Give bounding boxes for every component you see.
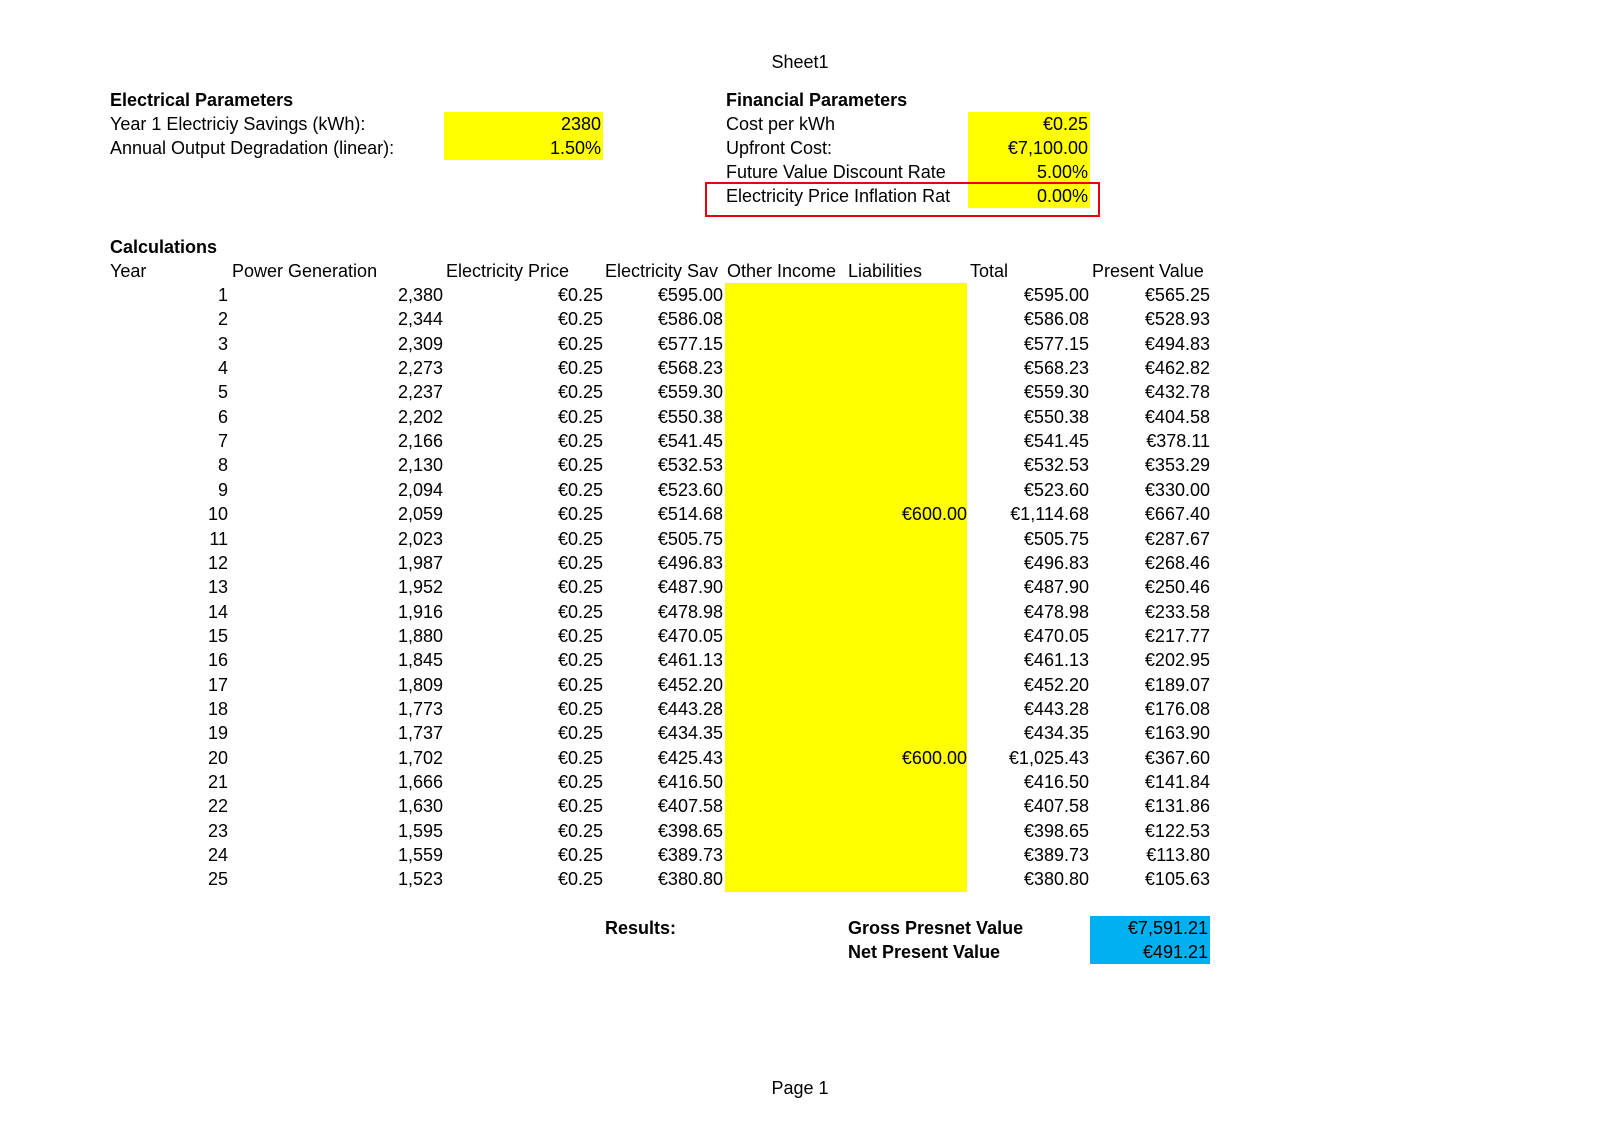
liabilities-cell[interactable]: €600.00 xyxy=(901,747,967,768)
present-value-cell: €353.29 xyxy=(1144,455,1210,476)
year-cell: 19 xyxy=(207,723,228,744)
present-value-cell: €494.83 xyxy=(1144,333,1210,354)
total-cell: €523.60 xyxy=(1023,479,1089,500)
year-cell: 1 xyxy=(217,285,228,305)
year-cell: 16 xyxy=(207,650,228,671)
inflation-label: Electricity Price Inflation Rat xyxy=(726,186,951,206)
year-cell: 21 xyxy=(207,772,228,792)
year-cell: 7 xyxy=(217,431,228,452)
present-value-cell: €667.40 xyxy=(1144,504,1210,525)
electricity-savings-cell: €425.43 xyxy=(657,747,723,768)
present-value-cell: €189.07 xyxy=(1144,674,1210,695)
present-value-cell: €287.67 xyxy=(1144,528,1210,549)
electricity-savings-cell: €389.73 xyxy=(657,845,723,866)
year-cell: 24 xyxy=(207,845,228,866)
year-cell: 10 xyxy=(207,504,228,525)
total-cell: €568.23 xyxy=(1023,358,1089,379)
electricity-savings-cell: €595.00 xyxy=(657,285,723,305)
present-value-cell: €113.80 xyxy=(1146,845,1210,866)
discount-label: Future Value Discount Rate xyxy=(726,162,946,182)
total-cell: €389.73 xyxy=(1023,845,1089,866)
power-generation-cell: 1,809 xyxy=(397,674,443,695)
table-header-col-year: Year xyxy=(110,261,147,281)
total-cell: €443.28 xyxy=(1023,698,1089,719)
calculations-heading: Calculations xyxy=(110,237,218,257)
total-cell: €461.13 xyxy=(1023,650,1089,671)
year-cell: 4 xyxy=(217,358,228,379)
power-generation-cell: 2,380 xyxy=(397,285,443,305)
year-cell: 2 xyxy=(217,309,228,330)
present-value-cell: €367.60 xyxy=(1144,747,1210,768)
total-cell: €452.20 xyxy=(1023,674,1089,695)
electricity-savings-cell: €407.58 xyxy=(657,796,723,817)
degradation-label: Annual Output Degradation (linear): xyxy=(110,138,395,158)
electricity-price-cell: €0.25 xyxy=(557,479,603,500)
present-value-cell: €105.63 xyxy=(1144,869,1210,890)
year-cell: 5 xyxy=(217,382,228,403)
electricity-price-cell: €0.25 xyxy=(557,625,603,646)
electricity-price-cell: €0.25 xyxy=(557,358,603,379)
power-generation-cell: 1,702 xyxy=(397,747,443,768)
year-cell: 20 xyxy=(207,747,228,768)
total-cell: €595.00 xyxy=(1023,285,1089,305)
present-value-cell: €330.00 xyxy=(1144,479,1210,500)
total-cell: €478.98 xyxy=(1023,601,1089,622)
electricity-price-cell: €0.25 xyxy=(557,820,603,841)
sheet-title: Sheet1 xyxy=(771,52,829,72)
total-cell: €487.90 xyxy=(1023,577,1089,598)
total-cell: €559.30 xyxy=(1023,382,1089,403)
present-value-cell: €233.58 xyxy=(1144,601,1210,622)
gross-present-value[interactable]: €7,591.21 xyxy=(1090,916,1210,940)
electricity-savings-cell: €505.75 xyxy=(657,528,723,549)
power-generation-cell: 2,023 xyxy=(397,528,443,549)
power-generation-cell: 2,237 xyxy=(397,382,443,403)
power-generation-cell: 1,523 xyxy=(397,869,443,890)
present-value-cell: €462.82 xyxy=(1144,358,1210,379)
power-generation-cell: 1,845 xyxy=(397,650,443,671)
electricity-savings-cell: €461.13 xyxy=(657,650,723,671)
electricity-price-cell: €0.25 xyxy=(557,406,603,427)
year-cell: 3 xyxy=(217,333,228,354)
electricity-price-cell: €0.25 xyxy=(557,723,603,744)
year-cell: 17 xyxy=(207,674,228,695)
present-value-cell: €141.84 xyxy=(1144,772,1210,792)
electricity-savings-cell: €496.83 xyxy=(657,552,723,573)
year-cell: 22 xyxy=(207,796,228,817)
gross-present-value-label: Gross Presnet Value xyxy=(848,918,1024,938)
table-header-col-electricity-savings: Electricity Sav xyxy=(605,261,719,281)
total-cell: €586.08 xyxy=(1023,309,1089,330)
electricity-savings-cell: €398.65 xyxy=(657,820,723,841)
financial-heading: Financial Parameters xyxy=(726,90,908,110)
upfront-input[interactable]: €7,100.00 xyxy=(968,136,1090,160)
electricity-savings-cell: €559.30 xyxy=(657,382,723,403)
electricity-price-cell: €0.25 xyxy=(557,333,603,354)
electricity-savings-cell: €523.60 xyxy=(657,479,723,500)
present-value-cell: €217.77 xyxy=(1144,625,1210,646)
total-cell: €496.83 xyxy=(1023,552,1089,573)
electricity-price-cell: €0.25 xyxy=(557,601,603,622)
cost-label: Cost per kWh xyxy=(726,114,836,134)
electricity-savings-cell: €452.20 xyxy=(657,674,723,695)
present-value-cell: €378.11 xyxy=(1146,431,1210,452)
net-present-value[interactable]: €491.21 xyxy=(1090,940,1210,964)
discount-input[interactable]: 5.00% xyxy=(968,160,1090,184)
year-cell: 23 xyxy=(207,820,228,841)
power-generation-cell: 1,916 xyxy=(397,601,443,622)
power-generation-cell: 2,094 xyxy=(397,479,443,500)
electricity-price-cell: €0.25 xyxy=(557,552,603,573)
year-cell: 8 xyxy=(217,455,228,476)
electricity-price-cell: €0.25 xyxy=(557,747,603,768)
total-cell: €416.50 xyxy=(1023,772,1089,792)
present-value-cell: €404.58 xyxy=(1144,406,1210,427)
power-generation-cell: 1,737 xyxy=(397,723,443,744)
electricity-savings-cell: €541.45 xyxy=(657,431,723,452)
upfront-label: Upfront Cost: xyxy=(726,138,833,158)
electricity-price-cell: €0.25 xyxy=(557,650,603,671)
electricity-price-cell: €0.25 xyxy=(557,796,603,817)
present-value-cell: €268.46 xyxy=(1144,552,1210,573)
electricity-savings-cell: €416.50 xyxy=(657,772,723,792)
year-cell: 11 xyxy=(209,528,228,549)
present-value-cell: €432.78 xyxy=(1144,382,1210,403)
electricity-savings-cell: €550.38 xyxy=(657,406,723,427)
degradation-input[interactable]: 1.50% xyxy=(444,136,603,160)
present-value-cell: €202.95 xyxy=(1144,650,1210,671)
cost-input[interactable]: €0.25 xyxy=(968,112,1090,136)
electricity-savings-cell: €443.28 xyxy=(657,698,723,719)
power-generation-cell: 2,273 xyxy=(397,358,443,379)
net-present-value-label: Net Present Value xyxy=(848,942,1001,962)
present-value-cell: €250.46 xyxy=(1144,577,1210,598)
power-generation-cell: 2,309 xyxy=(397,333,443,354)
year-cell: 14 xyxy=(207,601,228,622)
electricity-savings-cell: €514.68 xyxy=(657,504,723,525)
power-generation-cell: 2,166 xyxy=(397,431,443,452)
electricity-price-cell: €0.25 xyxy=(557,845,603,866)
electricity-savings-cell: €478.98 xyxy=(657,601,723,622)
year-cell: 6 xyxy=(217,406,228,427)
electricity-price-cell: €0.25 xyxy=(557,455,603,476)
year-cell: 12 xyxy=(207,552,228,573)
electricity-savings-cell: €470.05 xyxy=(657,625,723,646)
total-cell: €407.58 xyxy=(1023,796,1089,817)
total-cell: €541.45 xyxy=(1023,431,1089,452)
total-cell: €1,114.68 xyxy=(1010,504,1089,525)
power-generation-cell: 2,059 xyxy=(397,504,443,525)
power-generation-cell: 1,630 xyxy=(397,796,443,817)
electricity-price-cell: €0.25 xyxy=(557,382,603,403)
power-generation-cell: 2,130 xyxy=(397,455,443,476)
power-generation-cell: 1,773 xyxy=(397,698,443,719)
present-value-cell: €163.90 xyxy=(1144,723,1210,744)
table-header-col-power-generation: Power Generation xyxy=(232,261,378,281)
total-cell: €577.15 xyxy=(1023,333,1089,354)
page-number: Page 1 xyxy=(771,1078,829,1098)
electricity-price-cell: €0.25 xyxy=(557,528,603,549)
total-cell: €380.80 xyxy=(1023,869,1089,890)
year-cell: 13 xyxy=(207,577,228,598)
power-generation-cell: 1,952 xyxy=(397,577,443,598)
electricity-price-cell: €0.25 xyxy=(557,504,603,525)
power-generation-cell: 2,202 xyxy=(397,406,443,427)
electrical-heading: Electrical Parameters xyxy=(110,90,294,110)
total-cell: €1,025.43 xyxy=(1008,747,1089,768)
table-header-col-other-income: Other Income xyxy=(727,261,837,281)
power-generation-cell: 1,987 xyxy=(397,552,443,573)
present-value-cell: €565.25 xyxy=(1144,285,1210,305)
table-header-col-present-value: Present Value xyxy=(1092,261,1204,281)
electricity-savings-cell: €586.08 xyxy=(657,309,723,330)
selected-cell-highlight xyxy=(705,182,1100,217)
table-header-col-liabilities: Liabilities xyxy=(848,261,923,281)
power-generation-cell: 1,595 xyxy=(397,820,443,841)
electricity-savings-cell: €577.15 xyxy=(657,333,723,354)
total-cell: €398.65 xyxy=(1023,820,1089,841)
electricity-price-cell: €0.25 xyxy=(557,285,603,305)
present-value-cell: €131.86 xyxy=(1144,796,1210,817)
electricity-price-cell: €0.25 xyxy=(557,431,603,452)
year-cell: 15 xyxy=(207,625,228,646)
savings-label: Year 1 Electriciy Savings (kWh): xyxy=(110,114,366,134)
year-cell: 25 xyxy=(207,869,228,890)
electricity-savings-cell: €487.90 xyxy=(657,577,723,598)
table-header-col-total: Total xyxy=(970,261,1009,281)
savings-input[interactable]: 2380 xyxy=(444,112,603,136)
year-cell: 9 xyxy=(217,479,228,500)
liabilities-cell[interactable]: €600.00 xyxy=(901,504,967,525)
total-cell: €550.38 xyxy=(1023,406,1089,427)
total-cell: €434.35 xyxy=(1023,723,1089,744)
total-cell: €505.75 xyxy=(1023,528,1089,549)
total-cell: €532.53 xyxy=(1023,455,1089,476)
electricity-price-cell: €0.25 xyxy=(557,869,603,890)
income-liabilities-input-area[interactable] xyxy=(725,283,967,892)
electricity-price-cell: €0.25 xyxy=(557,309,603,330)
electricity-price-cell: €0.25 xyxy=(557,772,603,792)
present-value-cell: €528.93 xyxy=(1144,309,1210,330)
electricity-savings-cell: €380.80 xyxy=(657,869,723,890)
power-generation-cell: 1,559 xyxy=(397,845,443,866)
inflation-input[interactable]: 0.00% xyxy=(968,184,1090,208)
present-value-cell: €176.08 xyxy=(1144,698,1210,719)
electricity-savings-cell: €568.23 xyxy=(657,358,723,379)
total-cell: €470.05 xyxy=(1023,625,1089,646)
present-value-cell: €122.53 xyxy=(1144,820,1210,841)
table-header-col-electricity-price: Electricity Price xyxy=(446,261,570,281)
electricity-price-cell: €0.25 xyxy=(557,698,603,719)
year-cell: 18 xyxy=(207,698,228,719)
electricity-savings-cell: €434.35 xyxy=(657,723,723,744)
electricity-price-cell: €0.25 xyxy=(557,674,603,695)
power-generation-cell: 1,666 xyxy=(397,772,443,792)
power-generation-cell: 1,880 xyxy=(397,625,443,646)
power-generation-cell: 2,344 xyxy=(397,309,443,330)
electricity-savings-cell: €532.53 xyxy=(657,455,723,476)
electricity-price-cell: €0.25 xyxy=(557,577,603,598)
results-label: Results: xyxy=(605,918,677,938)
